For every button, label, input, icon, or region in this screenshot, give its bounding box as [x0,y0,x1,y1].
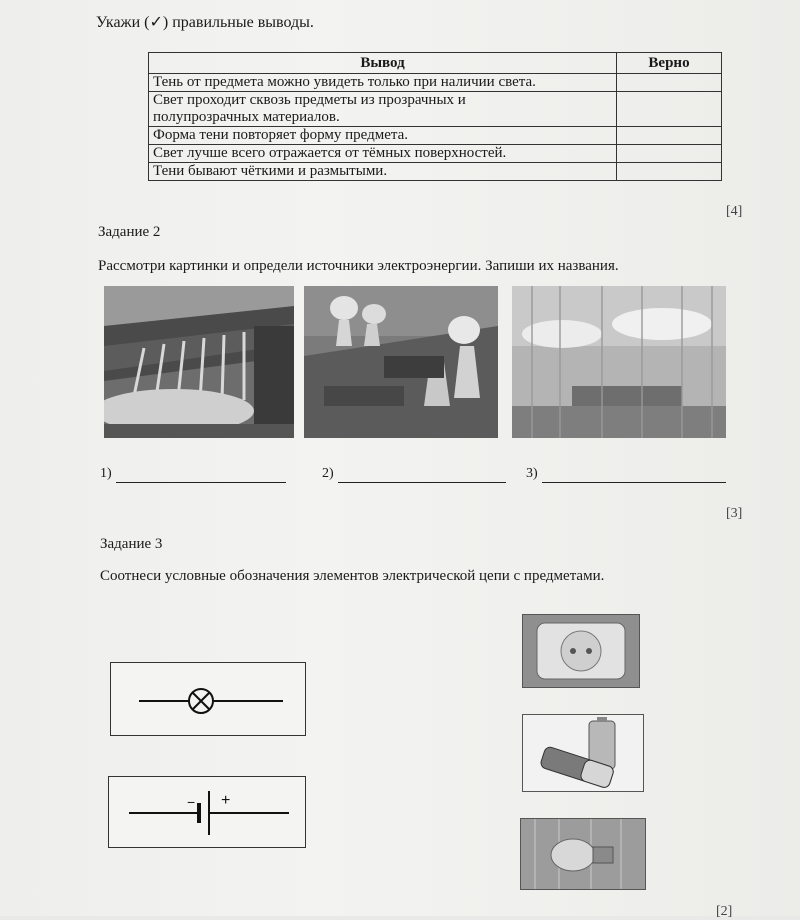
light-bulb-image[interactable] [520,818,646,890]
answer-3-line[interactable] [542,482,726,483]
header-correct: Верно [617,53,722,74]
table-header-row [149,53,722,74]
battery-plus-sign: + [221,792,231,809]
lamp-symbol-box[interactable] [110,662,306,736]
check-cell[interactable] [617,74,722,92]
answer-1-label: 1) [100,466,112,481]
task1-instruction: Укажи (✓) правильные выводы. [96,14,314,31]
conclusion-text: Тень от предмета можно увидеть только при наличии света. [149,74,617,92]
check-cell[interactable] [617,127,722,145]
thermal-power-plant-image [304,286,498,438]
conclusion-text: Форма тени повторяет форму предмета. [149,127,617,145]
table-row [149,92,722,127]
conclusions-table [148,52,722,181]
battery-symbol-box[interactable] [108,776,306,848]
lamp-symbol-icon [111,663,305,735]
battery-minus-sign: − [187,794,196,810]
batteries-image[interactable] [522,714,644,792]
power-socket-image[interactable] [522,614,640,688]
hydroelectric-dam-image [104,286,294,438]
task2-text: Рассмотри картинки и определи источники электроэнергии. Запиши их названия. [98,258,619,274]
check-cell[interactable] [617,163,722,181]
task3-text: Соотнеси условные обозначения элементов электрической цепи с предметами. [100,568,605,584]
header-conclusion: Вывод [149,53,617,74]
conclusion-text: Свет проходит сквозь предметы из прозрачных и полупрозрачных материалов. [149,92,617,127]
task2-score: [3] [726,506,743,521]
answer-2-label: 2) [322,466,334,481]
answer-3-label: 3) [526,466,538,481]
battery-symbol-icon [109,777,305,847]
table-row [149,127,722,145]
task3-score: [2] [716,904,733,919]
table-row [149,74,722,92]
solar-power-plant-image [512,286,726,438]
table-row [149,163,722,181]
conclusion-text: Свет лучше всего отражается от тёмных поверхностей. [149,145,617,163]
task1-score: [4] [726,204,743,219]
answer-2-line[interactable] [338,482,506,483]
task3-title: Задание 3 [100,536,163,552]
check-cell[interactable] [617,92,722,127]
table-row [149,145,722,163]
answer-1-line[interactable] [116,482,286,483]
check-cell[interactable] [617,145,722,163]
conclusion-text: Тени бывают чёткими и размытыми. [149,163,617,181]
task2-title: Задание 2 [98,224,161,240]
